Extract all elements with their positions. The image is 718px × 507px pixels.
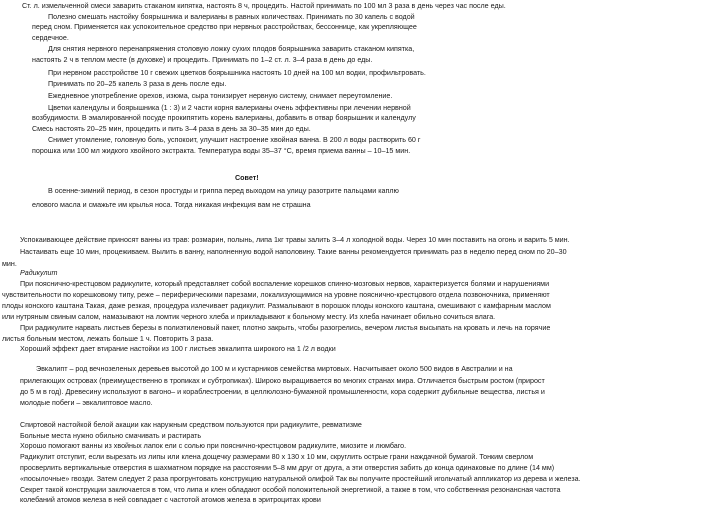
text-line: Эвкалипт – род вечнозеленых деревьев высотой до 100 м и кустарников семейства миртовых. Насчитывает около 500 видов в Австралии и на: [36, 365, 513, 373]
text-line: чувствительности по корешковому типу, реже – периферическими парезами, локализующимися на уровне пояснично-крестцового отдела позвоночника, применяют: [2, 291, 550, 299]
text-line: Больные места нужно обильно смачивать и растирать: [20, 432, 202, 440]
text-line: настоять 2 ч в теплом месте (в духовке) и процедить. Принимать по 1–2 ст. л. 3–4 раза в день до еды.: [32, 56, 373, 64]
text-line: Снимет утомление, головную боль, успокоит, улучшит настроение хвойная ванна. В 200 л воды растворить 60 г: [48, 136, 421, 144]
text-line: молодые побеги – эвкалиптовое масло.: [20, 399, 153, 407]
text-line: перед сном. Применяется как успокоительное средство при нервных расстройствах, бессоннице, как укрепляющее: [32, 23, 417, 31]
text-line: Ежедневное употребление орехов, изюма, сыра тонизирует нервную систему, снимает переутомление.: [48, 92, 393, 100]
text-line: Настаивать еще 10 мин, процеживаем. Вылить в ванну, наполненную водой наполовину. Такие ванны рекомендуется принимать раз в неделю перед сном по 20–30: [20, 248, 567, 256]
advice-heading: Совет!: [235, 174, 259, 182]
section-heading: Радикулит: [20, 269, 58, 277]
text-line: Хорошо помогают ванны из хвойных лапок ели с солью при пояснично-крестцовом радикулите, миозите и люмбаго.: [20, 442, 407, 450]
text-line: сердечное.: [32, 34, 69, 42]
text-line: Цветки календулы и боярышника (1 : 3) и 2 части корня валерианы очень эффективны при лечении нервной: [48, 104, 411, 112]
text-line: Спиртовой настойкой белой акации как наружным средством пользуются при радикулите, ревматизме: [20, 421, 362, 429]
text-line: Хороший эффект дает втирание настойки из 100 г листьев эвкалипта широкого на 1 /2 л водки: [20, 345, 336, 353]
text-line: порошка или 100 мл жидкого хвойного экстракта. Температура воды 35–37 °С, время приема ванны – 10–15 мин.: [32, 147, 411, 155]
text-line: Для снятия нервного перенапряжения столовую ложку сухих плодов боярышника заварить стаканом кипятка,: [48, 45, 415, 53]
text-line: «посылочные» гвозди. Затем следует 2 раза прогрунтовать конструкцию натуральной олифой Так вы получите простейший игольчатый аппликатор из дерева и железа.: [20, 475, 581, 483]
text-line: возбудимости. В эмалированной посуде прокипятить корень валерианы, добавить в отвар боярышник и календулу: [32, 114, 416, 122]
text-line: Смесь настоять 20–25 мин, процедить и пить 3–4 раза в день за 30–35 мин до еды.: [32, 125, 311, 133]
text-line: прилегающих островах (преимущественно в тропиках и субтропиках). Широко выращивается во многих странах мира. Отличается быстрым ростом (прирост: [20, 377, 545, 385]
text-line: мин.: [2, 260, 17, 268]
text-line: Принимать по 20–25 капель 3 раза в день после еды.: [48, 80, 227, 88]
text-line: Ст. л. измельченной смеси заварить стаканом кипятка, настоять 8 ч, процедить. Настой принимать по 100 мл 3 раза в день через час после еды.: [22, 2, 506, 10]
text-line: плоды конского каштана Такая, даже резкая, процедура излечивает радикулит. Размалывают в порошок плоды конского каштана, смешивают с камфарным маслом: [2, 302, 551, 310]
text-line: Успокаивающее действие приносят ванны из трав: розмарин, полынь, липа 1кг травы залить 3–4 л холодной воды. Через 10 мин поставить на огонь и варить 5 мин.: [20, 236, 570, 244]
text-line: или нутряным свиным салом, намазывают на ломтик черного хлеба и прикладывают к больному месту. Из хлеба начинает обильно сочиться влага.: [2, 313, 496, 321]
text-line: При пояснично-крестцовом радикулите, который представляет собой воспаление корешков спинно-мозговых нервов, характеризуется болями и нарушениями: [20, 280, 550, 288]
text-line: Радикулит отступит, если вырезать из липы или клена дощечку размерами 80 х 130 х 10 мм, скруглить острые грани наждачной бумагой. Тонким сверлом: [20, 453, 534, 461]
text-line: Полезно смешать настойку боярышника и валерианы в равных количествах. Принимать по 30 капель с водой: [48, 13, 415, 21]
text-line: колебаний атомов железа в ней совпадает с частотой атомов железа в эритроцитах крови: [20, 496, 321, 504]
advice-line: В осенне-зимний период, в сезон простуды и гриппа перед выходом на улицу разотрите пальцами каплю: [48, 187, 399, 195]
text-line: При радикулите нарвать листьев березы в полиэтиленовый пакет, плотно закрыть, чтобы разогрелись, вечером листья высыпать на кровать и лечь на горячие: [20, 324, 551, 332]
text-line: листья больным местом, лежать больше 1 ч. Повторить 3 раза.: [2, 335, 214, 343]
text-line: до 5 м в год). Древесину используют в вагоно– и кораблестроении, в целлюлозно-бумажной промышленности, кора содержит дубильные вещества, листья и: [20, 388, 545, 396]
text-line: просверлить вертикальные отверстия в шахматном порядке на расстоянии 5–8 мм друг от друга, а эти отверстия забить до конца одинаковые по длине (14 мм): [20, 464, 555, 472]
text-line: При нервном расстройстве 10 г свежих цветков боярышника настоять 10 дней на 100 мл водки, профильтровать.: [48, 69, 426, 77]
text-line: Секрет такой конструкции заключается в том, что липа и клен обладают особой положительной энергетикой, а также в том, что собственная резонансная частота: [20, 486, 561, 494]
advice-line: елового масла и смажьте им крылья носа. Тогда никакая инфекция вам не страшна: [32, 201, 311, 209]
